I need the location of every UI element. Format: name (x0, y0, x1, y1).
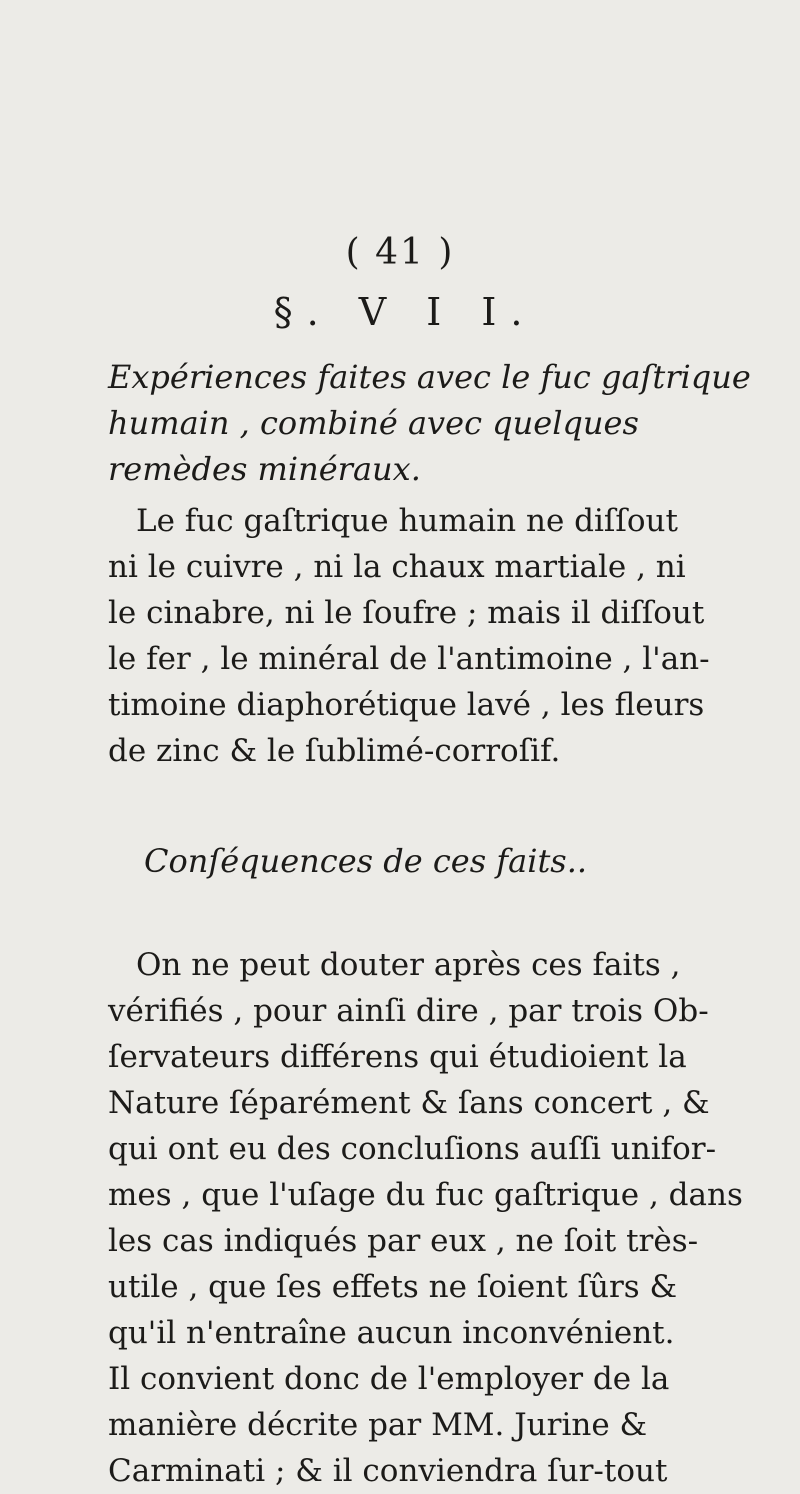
paragraph-line: Nature ſéparément & ſans concert , & (108, 1085, 710, 1121)
paragraph-line: utile , que ſes effets ne ſoient ſûrs & (108, 1269, 678, 1305)
paragraph-line: Carminati ; & il conviendra ſur-tout (108, 1453, 668, 1489)
section-heading: §. V I I. (273, 290, 537, 334)
title-line: remèdes minéraux. (108, 450, 421, 488)
paragraph-experiments (108, 498, 748, 774)
title-line: humain , combiné avec quelques (108, 404, 639, 442)
paragraph-line: les cas indiqués par eux , ne ſoit très- (108, 1223, 699, 1259)
paragraph-line: mes , que l'uſage du fuc gaſtrique , dans (108, 1177, 743, 1213)
paragraph-line: Il convient donc de l'employer de la (108, 1361, 670, 1397)
section-title (108, 354, 751, 492)
paragraph-line: le cinabre, ni le ſoufre ; mais il diſſout (108, 595, 705, 631)
paragraph-line: qui ont eu des concluſions auſſi unifor- (108, 1131, 717, 1167)
paragraph-line: On ne peut douter après ces faits , (136, 947, 681, 983)
subheading-consequences: Conſéquences de ces faits.. (144, 842, 588, 880)
paragraph-line: ni le cuivre , ni la chaux martiale , ni (108, 549, 686, 585)
page-number: ( 41 ) (345, 232, 455, 273)
paragraph-line: vérifiés , pour ainſi dire , par trois Ob- (108, 993, 709, 1029)
paragraph-line: le fer , le minéral de l'antimoine , l'an- (108, 641, 710, 677)
paragraph-line: manière décrite par MM. Jurine & (108, 1407, 648, 1443)
paragraph-line: de zinc & le ſublimé-corroſif. (108, 733, 561, 769)
paragraph-line: ſervateurs différens qui étudioient la (108, 1039, 687, 1075)
paragraph-line: timoine diaphorétique lavé , les fleurs (108, 687, 705, 723)
paragraph-line: qu'il n'entraîne aucun inconvénient. (108, 1315, 675, 1351)
title-line: Expériences faites avec le fuc gaſtrique (108, 358, 751, 396)
paragraph-line: Le fuc gaſtrique humain ne diſſout (136, 503, 678, 539)
paragraph-consequences (108, 942, 748, 1494)
